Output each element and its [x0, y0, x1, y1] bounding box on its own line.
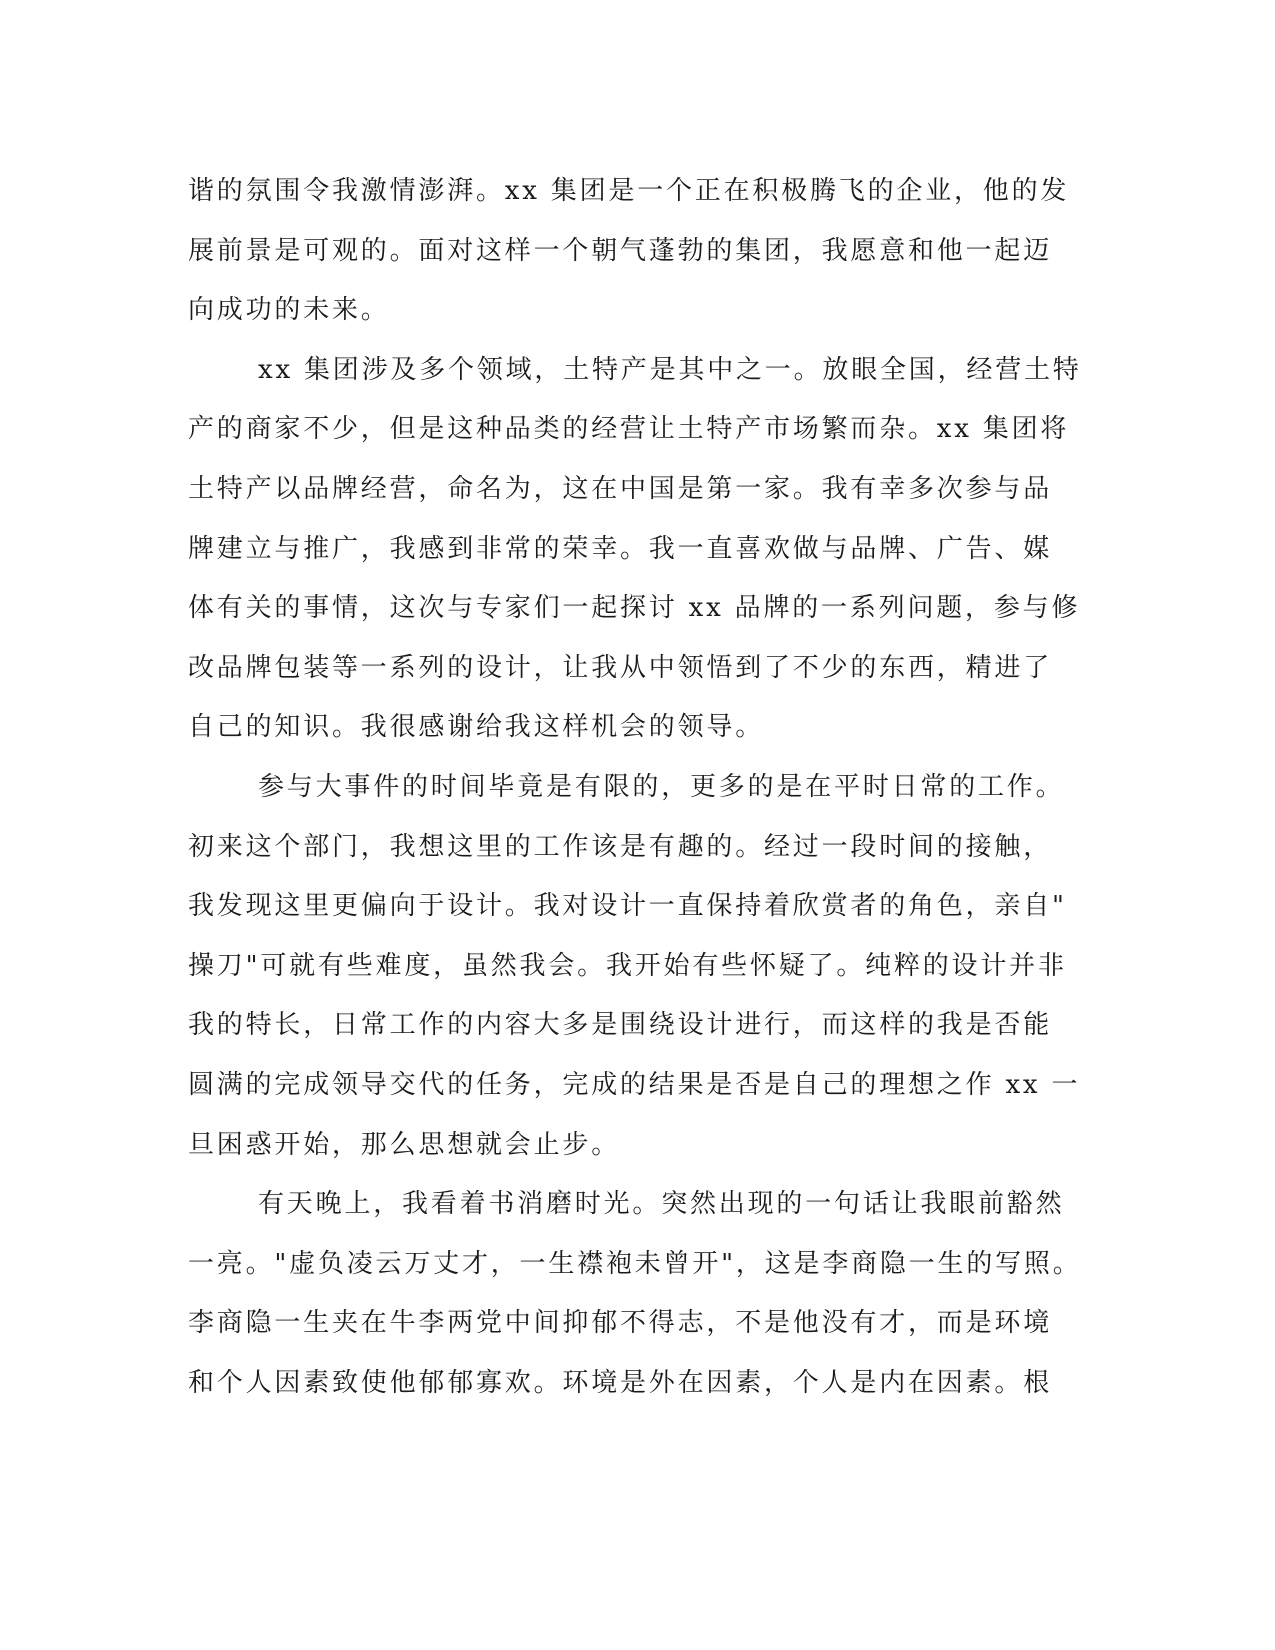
- document-body: [188, 162, 1088, 1413]
- paragraph-3-line-6: 圆满的完成领导交代的任务，完成的结果是否是自己的理想之作 xx 一: [188, 1069, 1081, 1100]
- paragraph-2-line-3: 土特产以品牌经营，命名为，这在中国是第一家。我有幸多次参与品: [188, 473, 1053, 504]
- paragraph-2-line-7: 自己的知识。我很感谢给我这样机会的领导。: [188, 712, 765, 743]
- paragraph-4-line-2: 一亮。"虚负凌云万丈才，一生襟袍未曾开"，这是李商隐一生的写照。: [188, 1248, 1082, 1279]
- paragraph-2-line-1: xx 集团涉及多个领域，土特产是其中之一。放眼全国，经营土特: [258, 354, 1082, 385]
- paragraph-3-line-1: 参与大事件的时间毕竟是有限的，更多的是在平时日常的工作。: [258, 771, 1065, 802]
- paragraph-3-line-2: 初来这个部门，我想这里的工作该是有趣的。经过一段时间的接触，: [188, 831, 1053, 862]
- paragraph-1-line-2: 展前景是可观的。面对这样一个朝气蓬勃的集团，我愿意和他一起迈: [188, 235, 1053, 266]
- paragraph-2-line-5: 体有关的事情，这次与专家们一起探讨 xx 品牌的一系列问题，参与修: [188, 593, 1081, 624]
- paragraph-3-line-5: 我的特长，日常工作的内容大多是围绕设计进行，而这样的我是否能: [188, 1010, 1053, 1041]
- paragraph-4-line-1: 有天晚上，我看着书消磨时光。突然出现的一句话让我眼前豁然: [258, 1189, 1065, 1220]
- paragraph-2-line-6: 改品牌包装等一系列的设计，让我从中领悟到了不少的东西，精进了: [188, 652, 1053, 683]
- paragraph-2-line-2: 产的商家不少，但是这种品类的经营让土特产市场繁而杂。xx 集团将: [188, 414, 1070, 445]
- paragraph-4-line-3: 李商隐一生夹在牛李两党中间抑郁不得志，不是他没有才，而是环境: [188, 1308, 1053, 1339]
- paragraph-2-line-4: 牌建立与推广，我感到非常的荣幸。我一直喜欢做与品牌、广告、媒: [188, 533, 1053, 564]
- paragraph-3-line-4: 操刀"可就有些难度，虽然我会。我开始有些怀疑了。纯粹的设计并非: [188, 950, 1067, 981]
- paragraph-1-line-3: 向成功的未来。: [188, 295, 390, 326]
- paragraph-1-line-1: 谐的氛围令我激情澎湃。xx 集团是一个正在积极腾飞的企业，他的发: [188, 176, 1070, 206]
- paragraph-3-line-3: 我发现这里更偏向于设计。我对设计一直保持着欣赏者的角色，亲自": [188, 891, 1067, 922]
- paragraph-3-line-7: 旦困惑开始，那么思想就会止步。: [188, 1129, 621, 1160]
- paragraph-4-line-4: 和个人因素致使他郁郁寡欢。环境是外在因素，个人是内在因素。根: [188, 1367, 1053, 1398]
